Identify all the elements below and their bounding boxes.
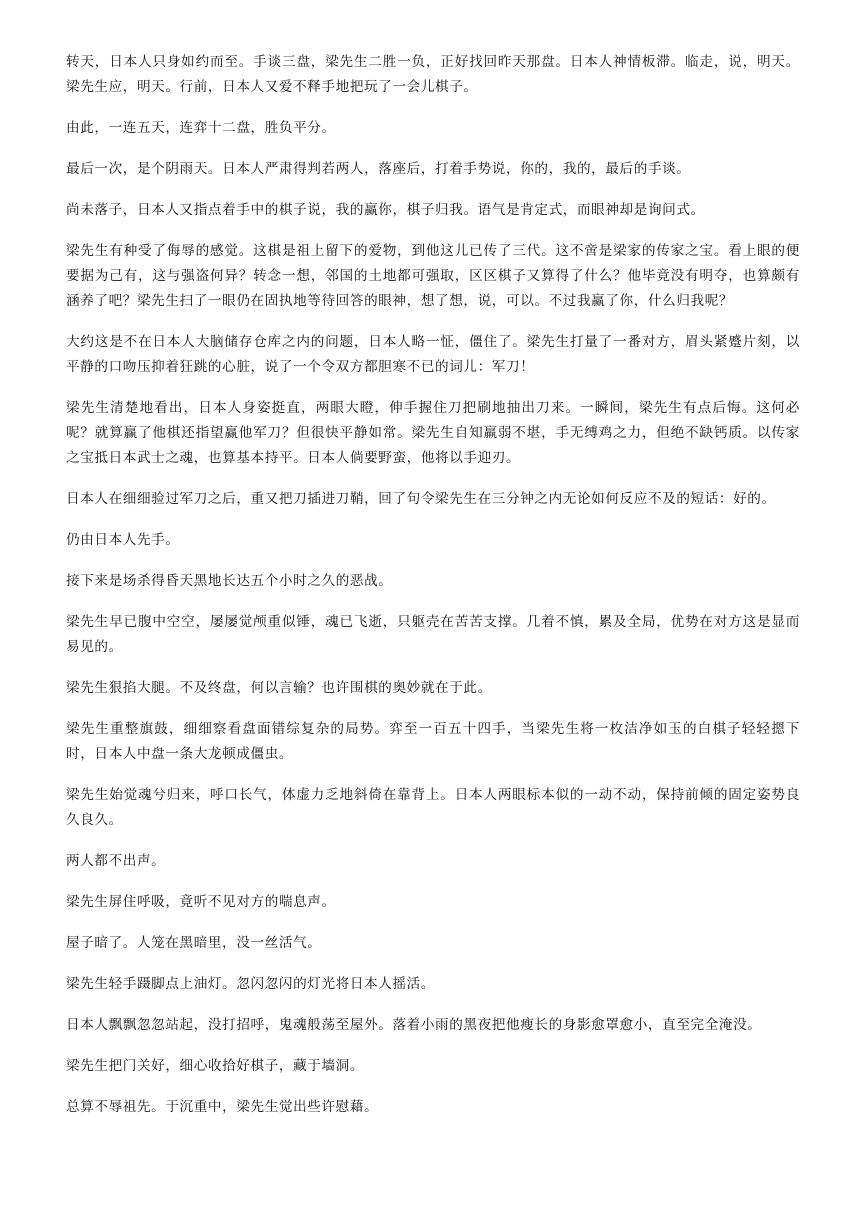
paragraph: 梁先生把门关好，细心收拾好棋子，藏于墙洞。 (66, 1058, 365, 1074)
paragraph: 梁先生狠掐大腿。不及终盘，何以言输？也许围棋的奥妙就在于此。 (66, 680, 492, 696)
document-body (66, 50, 800, 1136)
paragraph: 梁先生有种受了侮辱的感觉。这棋是祖上留下的爱物，到他这儿已传了三代。这不啻是梁家的传家之宝。看上眼的便要据为己有，这与强盗何异？转念一想，邻国的土地都可强取，区区棋子又算得了什么？他毕竟没有明夺，也算颇有涵养了吧？梁先生扫了一眼仍在固执地等待回答的眼神，想了想，说，可以。不过我赢了你，什么归我呢？ (66, 243, 800, 309)
paragraph: 两人都不出声。 (66, 853, 166, 869)
paragraph: 日本人在细细验过军刀之后，重又把刀插进刀鞘，回了句令梁先生在三分钟之内无论如何反应不及的短话：好的。 (66, 491, 776, 507)
paragraph: 梁先生重整旗鼓，细细察看盘面错综复杂的局势。弈至一百五十四手，当梁先生将一枚洁净如玉的白棋子轻轻摁下时，日本人中盘一条大龙顿成僵虫。 (66, 721, 800, 762)
paragraph: 由此，一连五天，连弈十二盘，胜负平分。 (66, 120, 336, 136)
paragraph: 屋子暗了。人笼在黑暗里，没一丝活气。 (66, 935, 322, 951)
paragraph: 尚未落子，日本人又指点着手中的棋子说，我的赢你，棋子归我。语气是肯定式，而眼神却是询问式。 (66, 202, 705, 218)
paragraph: 转天，日本人只身如约而至。手谈三盘，梁先生二胜一负，正好找回昨天那盘。日本人神情板滞。临走，说，明天。梁先生应，明天。行前，日本人又爱不释手地把玩了一会儿棋子。 (66, 54, 800, 95)
paragraph: 总算不辱祖先。于沉重中，梁先生觉出些许慰藉。 (66, 1099, 379, 1115)
paragraph: 日本人飘飘忽忽站起，没打招呼，鬼魂般荡至屋外。落着小雨的黑夜把他瘦长的身影愈罩愈小，直至完全淹没。 (66, 1017, 762, 1033)
paragraph: 梁先生屏住呼吸，竟听不见对方的喘息声。 (66, 894, 336, 910)
paragraph: 最后一次，是个阴雨天。日本人严肃得判若两人，落座后，打着手势说，你的，我的，最后的手谈。 (66, 161, 691, 177)
paragraph: 接下来是场杀得昏天黑地长达五个小时之久的恶战。 (66, 573, 393, 589)
paragraph: 仍由日本人先手。 (66, 532, 180, 548)
paragraph: 梁先生轻手蹑脚点上油灯。忽闪忽闪的灯光将日本人摇活。 (66, 976, 436, 992)
paragraph: 梁先生始觉魂兮归来，呼口长气，体虚力乏地斜倚在靠背上。日本人两眼标本似的一动不动，保持前倾的固定姿势良久良久。 (66, 787, 800, 828)
paragraph: 大约这是不在日本人大脑储存仓库之内的问题，日本人略一怔，僵住了。梁先生打量了一番对方，眉头紧蹙片刻，以平静的口吻压抑着狂跳的心脏，说了一个令双方都胆寒不已的词儿：军刀！ (66, 334, 800, 375)
paragraph: 梁先生早已腹中空空，屡屡觉颅重似锤，魂已飞逝，只躯壳在苦苦支撑。几着不慎，累及全局，优势在对方这是显而易见的。 (66, 614, 800, 655)
paragraph: 梁先生清楚地看出，日本人身姿挺直，两眼大瞪，伸手握住刀把刷地抽出刀来。一瞬间，梁先生有点后悔。这何必呢？就算赢了他棋还指望赢他军刀？但很快平静如常。梁先生自知羸弱不堪，手无缚鸡之力，但绝不缺钙质。以传家之宝抵日本武士之魂，也算基本持平。日本人倘要野蛮，他将以手迎刃。 (66, 400, 800, 466)
